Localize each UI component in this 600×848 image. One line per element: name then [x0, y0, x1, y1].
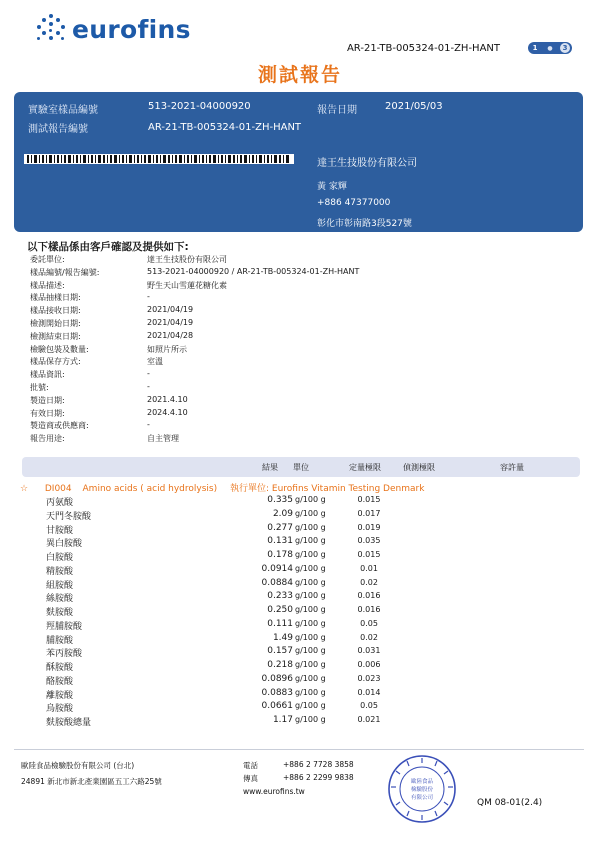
table-row: [0, 536, 600, 550]
sample-info-key: 樣品抽樣日期:: [30, 293, 81, 303]
result-value: 0.277: [267, 522, 293, 533]
result-value: 0.335: [267, 495, 293, 505]
sample-info-value: 2024.4.10: [147, 407, 188, 417]
table-row: [0, 564, 600, 578]
result-value: 0.131: [267, 536, 293, 547]
result-value: 0.233: [267, 591, 293, 602]
lab-id: 513-2021-04000920: [148, 101, 251, 112]
result-value: 0.250: [267, 605, 293, 615]
analyte-name: 羥脯胺酸: [46, 621, 83, 632]
result-loq: 0.016: [357, 605, 381, 614]
sample-info-key: 樣品接收日期:: [30, 306, 81, 316]
result-value: 1.49: [272, 632, 293, 643]
result-loq: 0.05: [360, 618, 378, 628]
sample-info-value: 2021.4.10: [147, 394, 188, 404]
analyte-name: 麩胺酸: [46, 608, 74, 618]
sample-info-value: 自主管理: [147, 434, 179, 444]
sample-info-value: 2021/04/19: [147, 305, 194, 315]
barcode: [24, 154, 294, 164]
result-value: 0.0661: [261, 701, 293, 712]
sample-info-value: 2021/04/28: [147, 330, 194, 340]
result-loq: 0.006: [357, 660, 381, 669]
result-value: 0.0883: [261, 687, 293, 698]
sample-info-value: 2021/04/19: [147, 318, 194, 327]
result-loq: 0.02: [360, 577, 378, 587]
result-loq: 0.021: [357, 715, 381, 724]
result-unit: g/100 g: [295, 632, 326, 642]
sample-info-value: -: [147, 369, 150, 379]
result-unit: g/100 g: [295, 550, 326, 559]
brand-name: eurofins: [72, 14, 191, 44]
test-method-line: [20, 481, 424, 494]
table-row: [0, 633, 600, 647]
table-row: [0, 688, 600, 702]
test-executor: 執行單位: Eurofins Vitamin Testing Denmark: [230, 484, 425, 494]
footer-company: 歐陸食品檢驗股份有限公司 (台北): [21, 761, 135, 770]
col-result: 結果: [262, 463, 278, 472]
col-lod: 偵測極限: [403, 463, 435, 472]
result-loq: 0.05: [360, 701, 378, 711]
table-row: [0, 578, 600, 592]
footer-fax-label: 傳真: [243, 774, 258, 783]
sample-info-value: 達王生技股份有限公司: [147, 255, 227, 264]
col-loq: 定量極限: [349, 463, 381, 472]
sample-info-key: 檢測結束日期:: [30, 331, 81, 341]
result-value: 0.218: [267, 660, 293, 670]
table-row: [0, 509, 600, 523]
table-row: [0, 674, 600, 688]
sample-info-key: 樣品保存方式:: [30, 357, 81, 367]
result-loq: 0.02: [360, 632, 378, 642]
analyte-name: 丙氨酸: [46, 498, 74, 508]
sample-info-title: 以下樣品係由客戶確認及提供如下:: [27, 241, 189, 253]
analyte-name: 組胺酸: [46, 580, 74, 591]
results-header: [22, 457, 580, 477]
header-report-id: AR-21-TB-005324-01-ZH-HANT: [346, 43, 500, 54]
report-summary-panel: [14, 92, 583, 232]
sample-info-value: 513-2021-04000920 / AR-21-TB-005324-01-ZH-HANT: [147, 266, 360, 276]
sample-info-key: 樣品編號/報告編號:: [30, 267, 100, 277]
result-unit: g/100 g: [295, 660, 326, 669]
page-title: 測試報告: [257, 64, 342, 86]
sample-info-key: 檢測開始日期:: [30, 319, 81, 328]
result-unit: g/100 g: [295, 605, 326, 614]
sample-info-value: 野生天山雪蓮花糖化素: [147, 280, 227, 290]
analyte-name: 白胺酸: [46, 553, 74, 563]
page-indicator: 1 ● 3: [528, 42, 572, 54]
result-unit: g/100 g: [295, 508, 326, 518]
client-company: 達王生技股份有限公司: [317, 158, 417, 169]
table-row: [0, 550, 600, 564]
result-loq: 0.01: [360, 563, 378, 573]
result-loq: 0.035: [357, 536, 381, 546]
table-row: [0, 646, 600, 660]
analyte-name: 精胺酸: [46, 566, 74, 577]
analyte-name: 脯胺酸: [46, 635, 74, 646]
result-loq: 0.016: [357, 591, 381, 601]
result-unit: g/100 g: [295, 618, 326, 628]
form-code: QM 08-01(2.4): [477, 798, 543, 808]
sample-info-key: 樣品描述:: [30, 280, 65, 290]
result-unit: g/100 g: [295, 687, 326, 697]
logo-dots-icon: [36, 14, 66, 44]
sample-info-key: 報告用途:: [30, 434, 65, 444]
contact-phone: +886 47377000: [317, 198, 391, 208]
result-unit: g/100 g: [295, 701, 326, 711]
footer-website[interactable]: www.eurofins.tw: [243, 787, 305, 796]
col-tolerance: 容許量: [500, 463, 524, 472]
sample-info-value: 如照片所示: [147, 344, 187, 354]
test-code: DI004: [44, 484, 72, 494]
result-loq: 0.017: [357, 508, 381, 518]
analyte-name: 絲胺酸: [46, 594, 74, 605]
analyte-name: 異白胺酸: [46, 539, 83, 550]
col-unit: 單位: [293, 463, 309, 472]
result-loq: 0.015: [357, 550, 381, 559]
result-value: 2.09: [272, 508, 293, 519]
svg-text:檢驗股份: 檢驗股份: [410, 787, 434, 793]
footer-fax: +886 2 2299 9838: [283, 773, 354, 782]
sample-info-key: 樣品資訊:: [30, 370, 65, 380]
svg-text:歐陸食品: 歐陸食品: [410, 779, 434, 785]
result-unit: g/100 g: [295, 591, 326, 601]
result-unit: g/100 g: [295, 522, 326, 532]
sample-info-value: -: [147, 420, 150, 430]
eurofins-logo: [36, 12, 216, 46]
footer-phone-label: 電話: [243, 761, 258, 770]
result-value: 1.17: [272, 715, 293, 725]
report-no: AR-21-TB-005324-01-ZH-HANT: [148, 122, 302, 133]
result-loq: 0.019: [357, 522, 381, 532]
test-name: Amino acids ( acid hydrolysis): [82, 484, 218, 494]
result-value: 0.0914: [261, 563, 293, 574]
result-value: 0.0896: [261, 673, 293, 684]
svg-text:有限公司: 有限公司: [410, 795, 434, 801]
lab-id-label: 實驗室樣品編號: [28, 105, 98, 116]
company-seal: [387, 754, 457, 824]
sample-info-key: 製造日期:: [30, 395, 65, 405]
table-row: [0, 660, 600, 674]
sample-info-key: 有效日期:: [30, 408, 65, 418]
sample-info-value: -: [147, 382, 150, 391]
analyte-name: 烏胺酸: [46, 704, 74, 715]
sample-info-key: 批號:: [30, 383, 49, 392]
sample-info-value: -: [147, 292, 150, 302]
analyte-name: 離胺酸: [46, 690, 74, 701]
analyte-name: 麩胺酸總量: [46, 718, 92, 728]
footer-phone: +886 2 7728 3858: [283, 760, 354, 769]
result-value: 0.157: [267, 646, 293, 657]
footer-address: 24891 新北市新北產業園區五工六路25號: [21, 777, 162, 786]
report-date-label: 報告日期: [317, 105, 357, 116]
table-row: [0, 701, 600, 715]
result-unit: g/100 g: [295, 536, 326, 546]
analyte-name: 酥胺酸: [46, 663, 74, 673]
report-no-label: 測試報告編號: [28, 124, 88, 135]
contact-address: 彰化市彰南路3段527號: [317, 219, 412, 229]
result-loq: 0.023: [357, 673, 381, 683]
report-date: 2021/05/03: [385, 101, 443, 112]
result-value: 0.111: [267, 618, 293, 629]
result-unit: g/100 g: [295, 577, 326, 587]
analyte-name: 酪胺酸: [46, 676, 74, 687]
result-unit: g/100 g: [295, 646, 326, 656]
footer-divider: [14, 749, 584, 750]
table-row: [0, 591, 600, 605]
contact-name: 黃 家輝: [317, 182, 347, 192]
sample-info-value: 室溫: [147, 357, 163, 367]
analyte-name: 天門冬胺酸: [46, 511, 92, 522]
result-unit: g/100 g: [295, 563, 326, 573]
result-loq: 0.031: [357, 646, 381, 656]
result-value: 0.178: [267, 550, 293, 560]
table-row: [0, 715, 600, 729]
total-pages: 3: [560, 43, 570, 53]
star-icon: ☆: [20, 484, 29, 494]
result-value: 0.0884: [261, 577, 293, 588]
current-page: 1: [530, 43, 540, 53]
table-row: [0, 495, 600, 509]
analyte-name: 苯丙胺酸: [46, 649, 83, 660]
result-unit: g/100 g: [295, 673, 326, 683]
table-row: [0, 523, 600, 537]
sample-info-key: 委託單位:: [30, 255, 65, 264]
sample-info-key: 檢驗包裝及數量:: [30, 344, 89, 354]
sample-info-key: 製造商或供應商:: [30, 421, 89, 431]
result-unit: g/100 g: [295, 495, 326, 504]
table-row: [0, 619, 600, 633]
result-unit: g/100 g: [295, 715, 326, 724]
result-loq: 0.014: [357, 687, 381, 697]
table-row: [0, 605, 600, 619]
analyte-name: 甘胺酸: [46, 525, 74, 536]
result-loq: 0.015: [357, 495, 381, 504]
